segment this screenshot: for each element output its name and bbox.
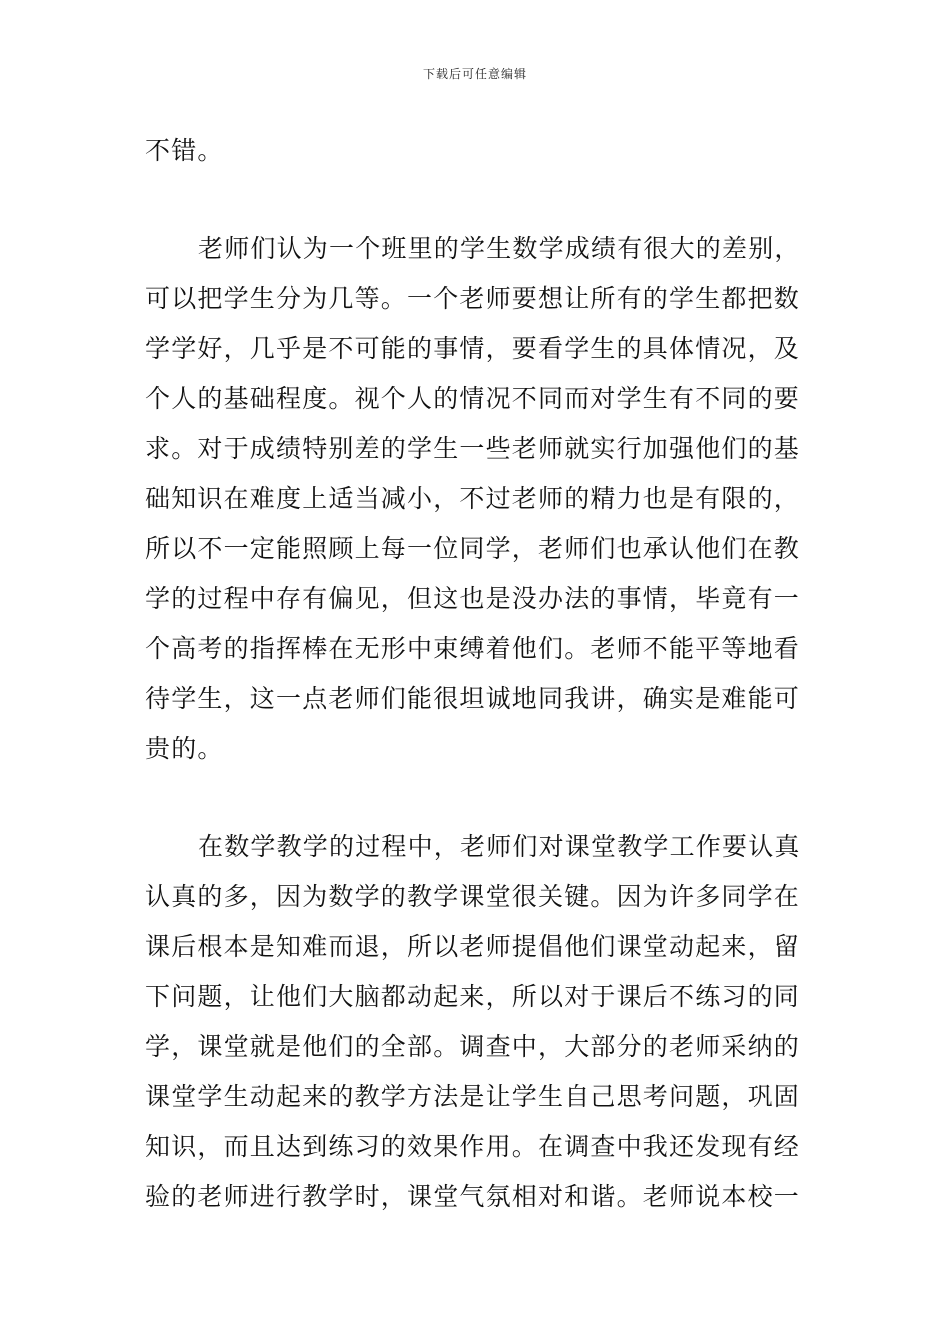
text-line: 所以不一定能照顾上每一位同学，老师们也承认他们在教 xyxy=(145,534,801,563)
document-body xyxy=(145,126,810,1222)
text-line: 学学好，几乎是不可能的事情，要看学生的具体情况，及 xyxy=(145,334,801,363)
text-line: 础知识在难度上适当减小，不过老师的精力也是有限的， xyxy=(145,484,801,513)
paragraph-continuation xyxy=(145,126,810,176)
text-line: 可以把学生分为几等。一个老师要想让所有的学生都把数 xyxy=(145,284,801,313)
text-line: 课堂学生动起来的教学方法是让学生自己思考问题，巩固 xyxy=(145,1082,801,1111)
paragraph-spacer xyxy=(145,774,810,822)
text-line: 求。对于成绩特别差的学生一些老师就实行加强他们的基 xyxy=(145,434,801,463)
text-line: 不错。 xyxy=(145,136,224,165)
text-line: 课后根本是知难而退，所以老师提倡他们课堂动起来，留 xyxy=(145,932,801,961)
paragraph-teacher-views xyxy=(145,224,810,774)
text-line: 学，课堂就是他们的全部。调查中，大部分的老师采纳的 xyxy=(145,1032,801,1061)
paragraph-classroom-teaching xyxy=(145,822,810,1222)
text-line: 待学生，这一点老师们能很坦诚地同我讲，确实是难能可 xyxy=(145,684,801,713)
text-line: 学的过程中存有偏见，但这也是没办法的事情，毕竟有一 xyxy=(145,584,801,613)
page-header: 下载后可任意编辑 xyxy=(422,67,527,81)
text-line: 老师们认为一个班里的学生数学成绩有很大的差别， xyxy=(198,234,801,263)
text-line: 在数学教学的过程中，老师们对课堂教学工作要认真 xyxy=(198,832,801,861)
text-line: 验的老师进行教学时，课堂气氛相对和谐。老师说本校一 xyxy=(145,1182,801,1211)
text-line: 贵的。 xyxy=(145,734,224,763)
text-line: 下问题，让他们大脑都动起来，所以对于课后不练习的同 xyxy=(145,982,801,1011)
text-line: 知识，而且达到练习的效果作用。在调查中我还发现有经 xyxy=(145,1132,801,1161)
text-line: 认真的多，因为数学的教学课堂很关键。因为许多同学在 xyxy=(145,882,801,911)
text-line: 个人的基础程度。视个人的情况不同而对学生有不同的要 xyxy=(145,384,801,413)
paragraph-spacer xyxy=(145,176,810,224)
text-line: 个高考的指挥棒在无形中束缚着他们。老师不能平等地看 xyxy=(145,634,801,663)
